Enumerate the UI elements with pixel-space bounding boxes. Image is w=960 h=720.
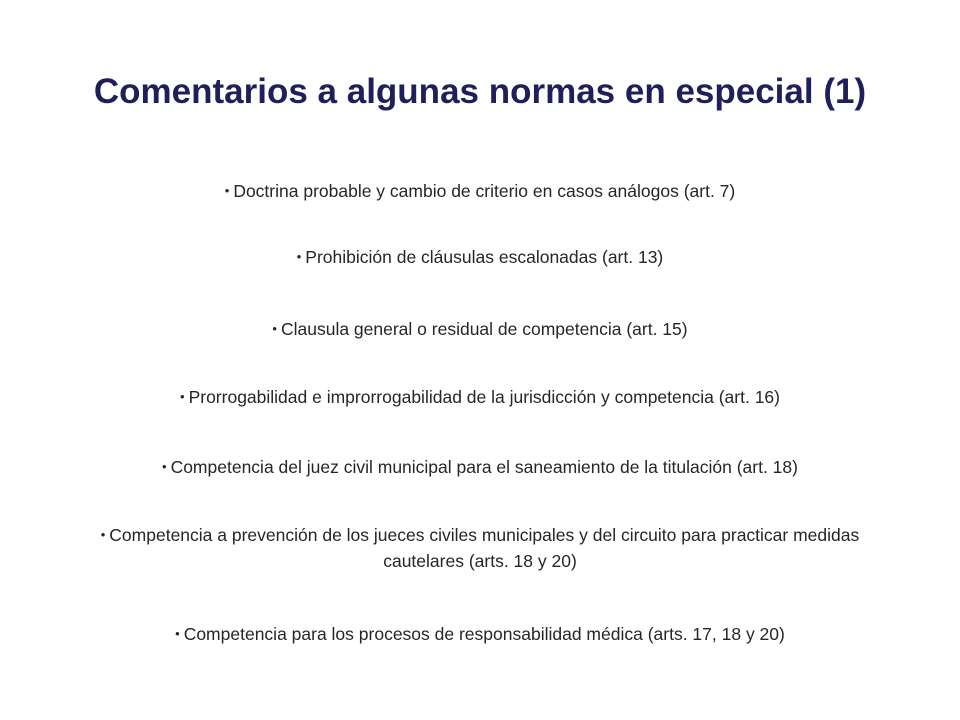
bullet-icon: • [100,527,106,542]
bullet-text: Prohibición de cláusulas escalonadas (art. 13) [305,247,664,267]
bullet-text: Prorrogabilidad e improrrogabilidad de la jurisdicción y competencia (art. 16) [188,387,780,407]
bullet-icon: • [272,321,277,336]
bullet-item [60,384,900,410]
bullet-icon: • [224,183,230,198]
bullet-item [60,178,900,204]
bullet-text: Competencia a prevención de los jueces civiles municipales y del circuito para practicar medidas cautelares (arts. 18 y 20) [109,525,860,571]
bullet-item [60,316,900,342]
bullet-text: Competencia del juez civil municipal para el saneamiento de la titulación (art. 18) [170,457,798,477]
bullet-icon: • [175,626,180,641]
slide-title: Comentarios a algunas normas en especial (1) [93,72,867,111]
bullet-text: Competencia para los procesos de responsabilidad médica (arts. 17, 18 y 20) [183,624,785,644]
bullet-item [60,244,900,270]
bullet-text: Doctrina probable y cambio de criterio en casos análogos (art. 7) [233,181,736,201]
bullet-item [60,621,900,647]
bullet-item [60,522,900,574]
bullet-icon: • [162,459,167,474]
bullet-icon: • [180,389,185,404]
bullet-text: Clausula general o residual de competencia (art. 15) [280,319,688,339]
bullet-item [60,454,900,480]
bullet-icon: • [296,249,302,264]
